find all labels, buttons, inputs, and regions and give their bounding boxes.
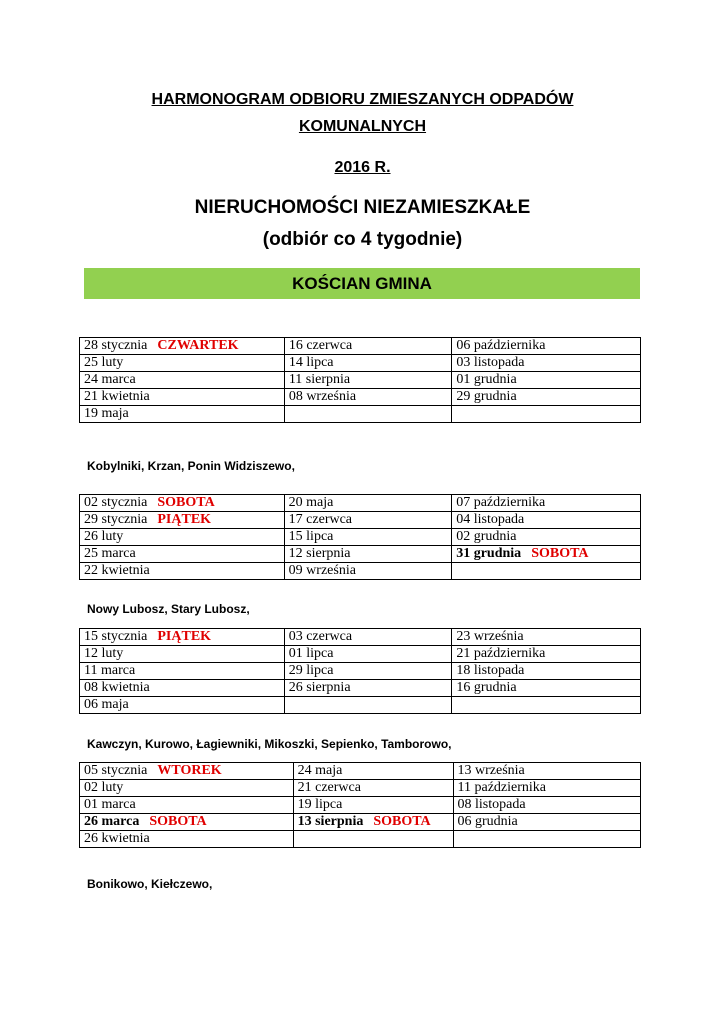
table-row [80,629,641,646]
village-list-3: Kawczyn, Kurowo, Łagiewniki, Mikoszki, Sepienko, Tamborowo, [87,737,452,751]
collection-date: 26 luty [84,529,124,544]
table-cell [284,529,452,546]
collection-date: 14 lipca [288,355,334,370]
collection-date: 05 stycznia [84,763,148,778]
table-cell [452,512,641,529]
collection-date: 09 września [288,563,356,578]
collection-date: 03 listopada [456,355,525,370]
schedule-table-1 [79,337,641,423]
collection-date: 08 listopada [457,797,526,812]
table-cell [293,780,453,797]
collection-date: 25 marca [84,546,136,561]
weekday-highlight: SOBOTA [157,495,215,510]
table-cell [284,372,452,389]
weekday-highlight: WTOREK [157,763,222,778]
collection-date: 02 grudnia [456,529,517,544]
table-row [80,512,641,529]
table-cell [453,797,641,814]
collection-date: 29 grudnia [456,389,517,404]
table-cell [284,355,452,372]
table-cell [80,529,285,546]
weekday-highlight: SOBOTA [531,546,589,561]
table-cell [284,495,452,512]
table-cell [452,697,641,714]
collection-date: 06 grudnia [457,814,518,829]
collection-date: 08 września [288,389,357,404]
collection-date: 15 lipca [288,529,334,544]
collection-date: 16 czerwca [288,338,353,353]
collection-date: 15 stycznia [84,629,148,644]
table-cell [284,546,452,563]
schedule-table-3 [79,628,641,714]
table-cell [452,406,641,423]
weekday-highlight: PIĄTEK [157,512,212,527]
village-list-2: Nowy Lubosz, Stary Lubosz, [87,602,250,616]
table-cell [293,797,453,814]
collection-date: 22 kwietnia [84,563,150,578]
table-cell [452,495,641,512]
table-cell [452,563,641,580]
collection-date: 26 kwietnia [84,831,150,846]
table-cell [80,495,285,512]
table-cell [284,697,452,714]
table-row [80,680,641,697]
table-cell [80,663,285,680]
table-cell [80,797,294,814]
collection-date: 01 lipca [288,646,334,661]
collection-date: 02 luty [84,780,124,795]
collection-date: 20 maja [288,495,334,510]
collection-date: 07 października [456,495,546,510]
table-cell [80,338,285,355]
table-cell [284,629,452,646]
table-cell [80,697,285,714]
collection-date: 18 listopada [456,663,525,678]
collection-date: 11 października [457,780,546,795]
table-cell [80,355,285,372]
table-cell [452,372,641,389]
collection-date: 29 lipca [288,663,334,678]
table-cell [80,629,285,646]
table-row [80,406,641,423]
collection-date: 26 sierpnia [288,680,351,695]
collection-date: 12 luty [84,646,124,661]
collection-date: 08 kwietnia [84,680,150,695]
weekday-highlight: SOBOTA [149,814,207,829]
table-cell [80,563,285,580]
table-cell [80,546,285,563]
table-row [80,780,641,797]
table-cell [284,680,452,697]
property-type-heading: NIERUCHOMOŚCI NIEZAMIESZKAŁE [194,197,531,218]
document-title-line-1: HARMONOGRAM ODBIORU ZMIESZANYCH ODPADÓW [151,91,574,108]
collection-date: 01 marca [84,797,136,812]
table-row [80,831,641,848]
table-cell [293,763,453,780]
table-row [80,495,641,512]
weekday-highlight: PIĄTEK [157,629,212,644]
table-cell [452,663,641,680]
table-row [80,763,641,780]
table-cell [80,831,294,848]
table-cell [452,338,641,355]
table-cell [453,780,641,797]
table-cell [284,563,452,580]
table-row [80,546,641,563]
table-cell [452,680,641,697]
collection-date: 12 sierpnia [288,546,351,561]
table-row [80,529,641,546]
collection-date: 17 czerwca [288,512,353,527]
table-row [80,563,641,580]
document-title-line-2: KOMUNALNYCH [298,118,427,135]
table-row [80,355,641,372]
municipality-banner: KOŚCIAN GMINA [84,268,640,299]
collection-date: 19 maja [84,406,129,421]
collection-date: 24 marca [84,372,136,387]
table-cell [284,512,452,529]
table-cell [452,646,641,663]
table-row [80,797,641,814]
document-year: 2016 R. [334,159,391,176]
collection-date: 31 grudnia [456,546,522,561]
collection-date: 13 września [457,763,525,778]
collection-date: 16 grudnia [456,680,517,695]
collection-date: 04 listopada [456,512,525,527]
collection-date: 13 sierpnia [297,814,364,829]
collection-date: 28 stycznia [84,338,148,353]
table-row [80,389,641,406]
collection-frequency: (odbiór co 4 tygodnie) [262,229,463,250]
village-list-1: Kobylniki, Krzan, Ponin Widziszewo, [87,459,295,473]
table-row [80,338,641,355]
table-cell [284,646,452,663]
collection-date: 03 czerwca [288,629,353,644]
table-cell [452,529,641,546]
collection-date: 21 kwietnia [84,389,150,404]
table-cell [452,389,641,406]
collection-date: 11 marca [84,663,136,678]
table-row [80,814,641,831]
collection-date: 21 czerwca [297,780,361,795]
table-cell [452,355,641,372]
table-row [80,663,641,680]
table-cell [284,338,452,355]
table-row [80,697,641,714]
collection-date: 11 sierpnia [288,372,351,387]
table-cell [80,680,285,697]
collection-date: 19 lipca [297,797,343,812]
table-cell [80,372,285,389]
table-row [80,646,641,663]
table-cell [80,646,285,663]
collection-date: 21 października [456,646,546,661]
collection-date: 25 luty [84,355,124,370]
table-cell [80,814,294,831]
table-cell [453,814,641,831]
collection-date: 06 maja [84,697,129,712]
table-cell [284,389,452,406]
table-cell [80,780,294,797]
table-cell [80,389,285,406]
table-cell [284,663,452,680]
collection-date: 06 października [456,338,546,353]
table-cell [453,831,641,848]
table-cell [80,512,285,529]
collection-date: 23 września [456,629,524,644]
collection-date: 24 maja [297,763,343,778]
table-cell [452,546,641,563]
table-cell [80,406,285,423]
collection-date: 26 marca [84,814,140,829]
table-cell [452,629,641,646]
table-cell [293,814,453,831]
table-cell [284,406,452,423]
table-cell [293,831,453,848]
schedule-table-2 [79,494,641,580]
table-row [80,372,641,389]
village-list-4: Bonikowo, Kiełczewo, [87,877,213,891]
weekday-highlight: SOBOTA [373,814,431,829]
weekday-highlight: CZWARTEK [157,338,239,353]
collection-date: 01 grudnia [456,372,517,387]
schedule-table-4 [79,762,641,848]
table-cell [453,763,641,780]
collection-date: 02 stycznia [84,495,148,510]
collection-date: 29 stycznia [84,512,148,527]
table-cell [80,763,294,780]
